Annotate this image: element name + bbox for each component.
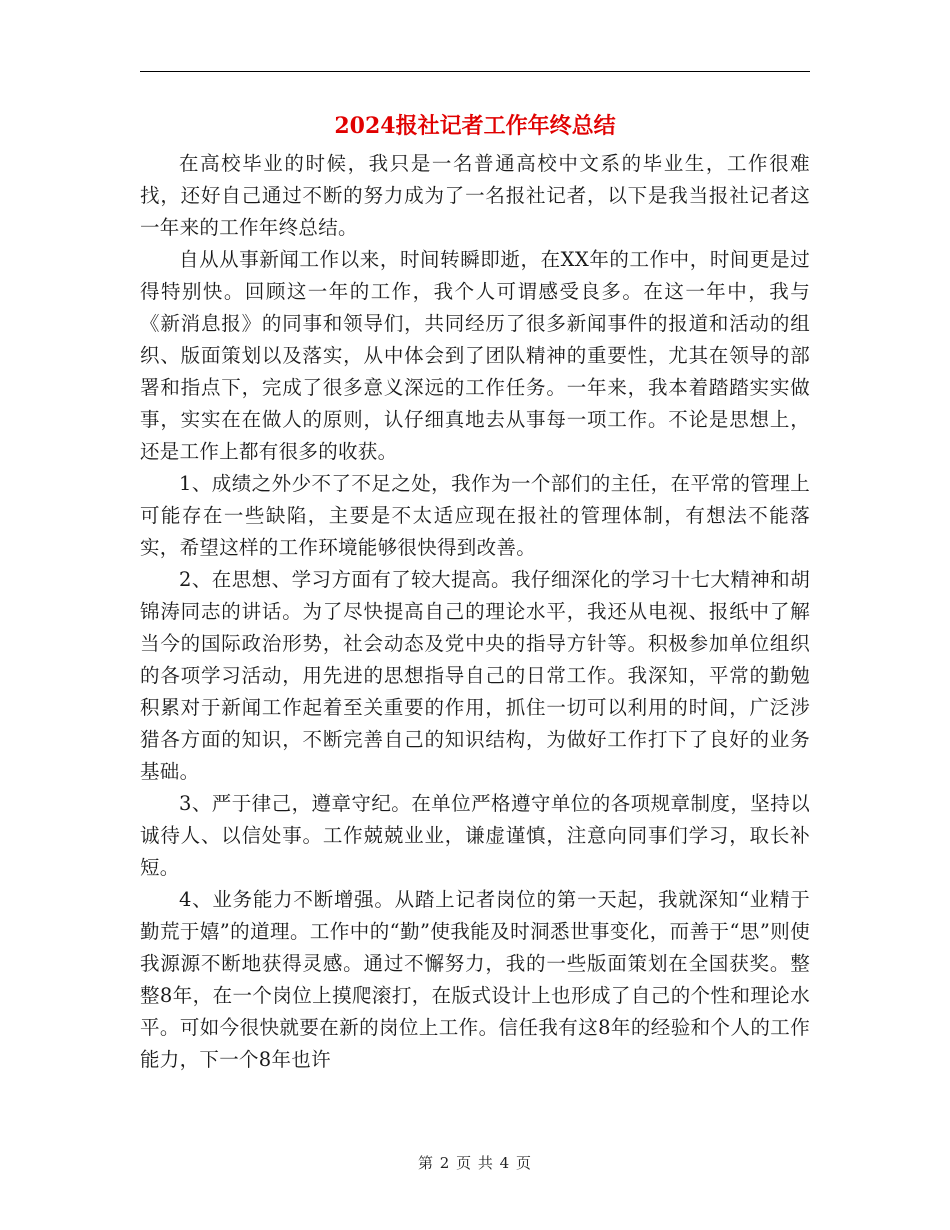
paragraph-item-4: 4、业务能力不断增强。从踏上记者岗位的第一天起，我就深知“业精于勤荒于嬉”的道理。工作中的“勤”使我能及时洞悉世事变化，而善于“思”则使我源源不断地获得灵感。通过不懈努力，我的一些版面策划在全国获奖。整整8年，在一个岗位上摸爬滚打，在版式设计上也形成了自己的个性和理论水平。可如今很快就要在新的岗位上工作。信任我有这8年的经验和个人的工作能力，下一个8年也许 (140, 888, 810, 1071)
paragraph-item-3: 3、严于律己，遵章守纪。在单位严格遵守单位的各项规章制度，坚持以诚待人、以信处事。工作兢兢业业，谦虚谨慎，注意向同事们学习，取长补短。 (140, 792, 810, 879)
paragraph-intro: 在高校毕业的时候，我只是一名普通高校中文系的毕业生，工作很难找，还好自己通过不断的努力成为了一名报社记者，以下是我当报社记者这一年来的工作年终总结。 (140, 152, 810, 239)
paragraph-overview: 自从从事新闻工作以来，时间转瞬即逝，在XX年的工作中，时间更是过得特别快。回顾这一年的工作，我个人可谓感受良多。在这一年中，我与《新消息报》的同事和领导们，共同经历了很多新闻事件的报道和活动的组织、版面策划以及落实，从中体会到了团队精神的重要性，尤其在领导的部署和指点下，完成了很多意义深远的工作任务。一年来，我本着踏踏实实做事，实实在在做人的原则，认仔细真地去从事每一项工作。不论是思想上，还是工作上都有很多的收获。 (140, 248, 810, 463)
document-body (140, 148, 810, 1076)
paragraph-item-2: 2、在思想、学习方面有了较大提高。我仔细深化的学习十七大精神和胡锦涛同志的讲话。为了尽快提高自己的理论水平，我还从电视、报纸中了解当今的国际政治形势，社会动态及党中央的指导方针等。积极参加单位组织的各项学习活动，用先进的思想指导自己的日常工作。我深知，平常的勤勉积累对于新闻工作起着至关重要的作用，抓住一切可以利用的时间，广泛涉猎各方面的知识，不断完善自己的知识结构，为做好工作打下了良好的业务基础。 (140, 568, 810, 783)
paragraph-item-1: 1、成绩之外少不了不足之处，我作为一个部们的主任，在平常的管理上可能存在一些缺陷，主要是不太适应现在报社的管理体制，有想法不能落实，希望这样的工作环境能够很快得到改善。 (140, 472, 810, 559)
page-number-footer: 第 2 页 共 4 页 (418, 1154, 532, 1172)
document-title: 2024报社记者工作年终总结 (334, 113, 616, 139)
header-rule (140, 71, 810, 72)
